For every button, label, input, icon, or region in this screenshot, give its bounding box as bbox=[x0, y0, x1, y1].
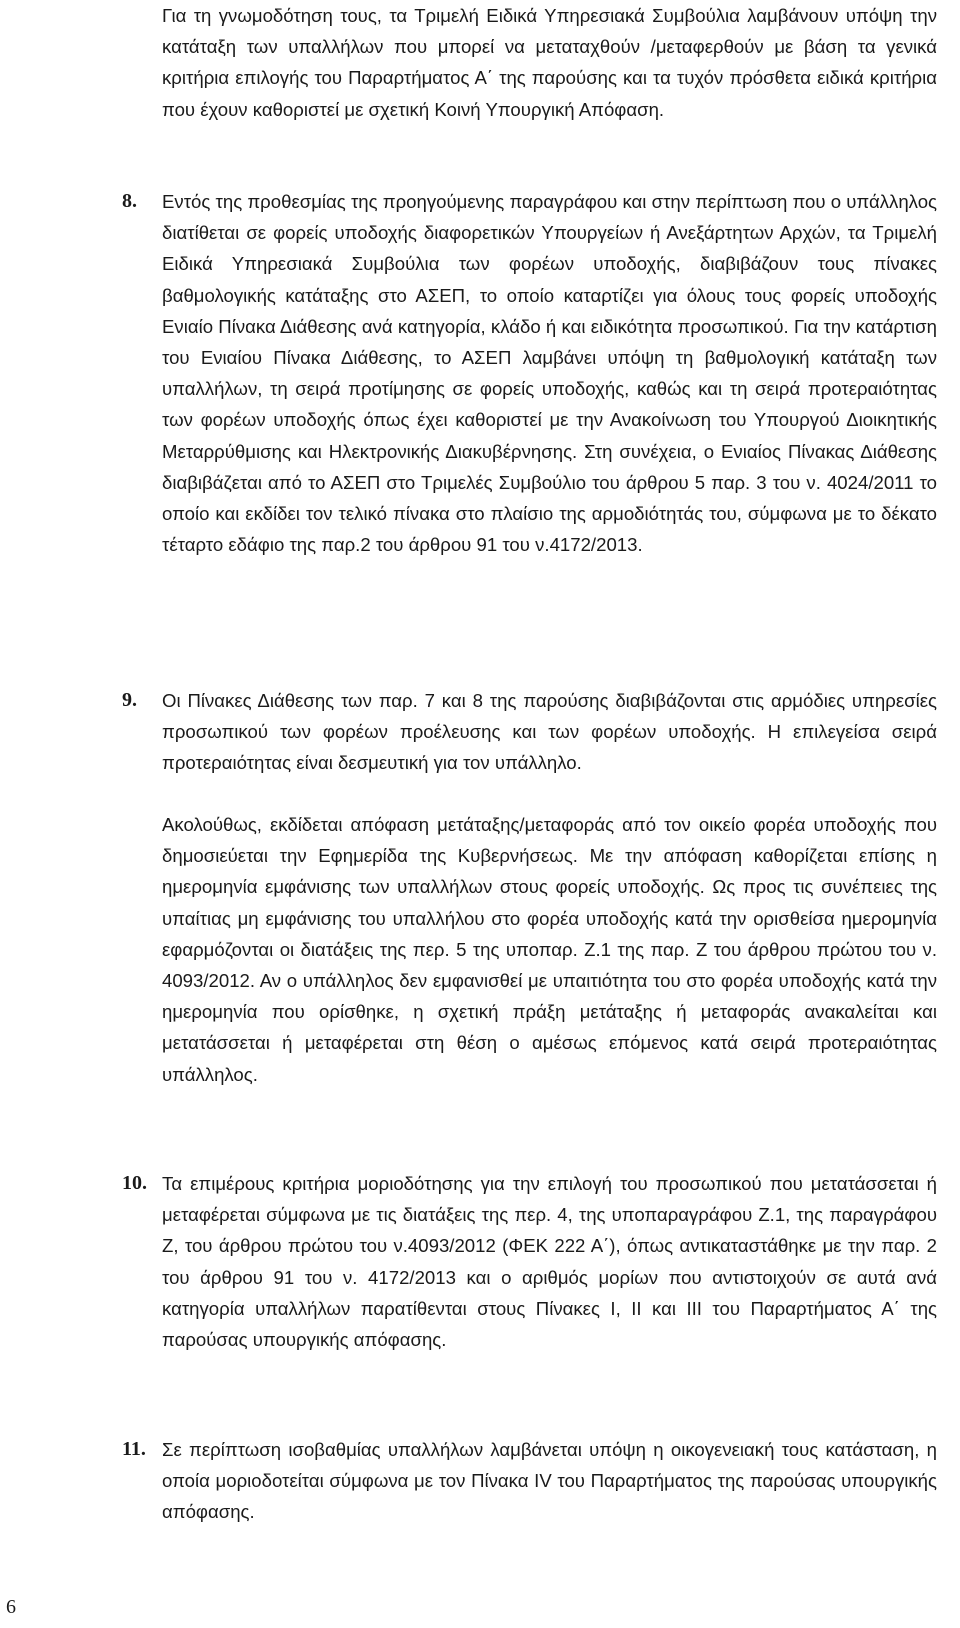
item-11-text: Σε περίπτωση ισοβαθμίας υπαλλήλων λαμβάνεται υπόψη η οικογενειακή τους κατάσταση, η οποία μοριοδοτείται σύμφωνα με τον Πίνακα IV του Παραρτήματος της παρούσας υπουργικής απόφασης. bbox=[162, 1439, 937, 1523]
item-10-number: 10. bbox=[122, 1172, 147, 1194]
item-9-continuation: Ακολούθως, εκδίδεται απόφαση μετάταξης/μεταφοράς από τον οικείο φορέα υποδοχής που δημοσιεύεται την Εφημερίδα της Κυβερνήσεως. Με την απόφαση καθορίζεται επίσης η ημερομηνία εμφάνισης των υπαλλήλων στους φορείς υποδοχής. Ως προς τις συνέπειες της υπαίτιας μη εμφάνισης του υπαλλήλου στο φορέα υποδοχής κατά την ορισθείσα ημερομηνία εφαρμόζονται οι διατάξεις της περ. 5 της υποπαρ. Ζ.1 της παρ. Ζ του άρθρου πρώτου του ν. 4093/2012. Αν ο υπάλληλος δεν εμφανισθεί με υπαιτιότητα του στο φορέα υποδοχής κατά την ημερομηνία που ορίσθηκε, η σχετική πράξη μετάταξης ή μεταφοράς ανακαλείται και μετατάσσεται ή μεταφέρεται στη θέση ο αμέσως επόμενος κατά σειρά προτεραιότητας υπάλληλος. bbox=[162, 814, 937, 1085]
item-11-number: 11. bbox=[122, 1438, 146, 1460]
item-8-text: Εντός της προθεσμίας της προηγούμενης παραγράφου και στην περίπτωση που ο υπάλληλος διατίθεται σε φορείς υποδοχής διαφορετικών Υπουργείων ή Ανεξάρτητων Αρχών, τα Τριμελή Ειδικά Υπηρεσιακά Συμβούλια των φορέων υποδοχής, διαβιβάζουν τους πίνακες βαθμολογικής κατάταξης στο ΑΣΕΠ, το οποίο καταρτίζει για όλους τους φορείς υποδοχής Ενιαίο Πίνακα Διάθεσης ανά κατηγορία, κλάδο ή και ειδικότητα προσωπικού. Για την κατάρτιση του Ενιαίου Πίνακα Διάθεσης, το ΑΣΕΠ λαμβάνει υπόψη τη βαθμολογική κατάταξη των υπαλλήλων, τη σειρά προτίμησης σε φορείς υποδοχής, καθώς και τη σειρά προτεραιότητας των φορέων υποδοχής όπως έχει καθοριστεί με την Ανακοίνωση του Υπουργού Διοικητικής Μεταρρύθμισης και Ηλεκτρονικής Διακυβέρνησης. Στη συνέχεια, ο Ενιαίος Πίνακας Διάθεσης διαβιβάζεται από το ΑΣΕΠ στο Τριμελές Συμβούλιο του άρθρου 5 παρ. 3 του ν. 4024/2011 το οποίο και εκδίδει τον τελικό πίνακα στο πλαίσιο της αρμοδιότητάς του, σύμφωνα με το δέκατο τέταρτο εδάφιο της παρ.2 του άρθρου 91 του ν.4172/2013. bbox=[162, 191, 937, 556]
item-8-number: 8. bbox=[122, 190, 137, 212]
intro-paragraph: Για τη γνωμοδότηση τους, τα Τριμελή Ειδικά Υπηρεσιακά Συμβούλια λαμβάνουν υπόψη την κατάταξη των υπαλλήλων που μπορεί να μεταταχθούν /μεταφερθούν με βάση τα γενικά κριτήρια επιλογής του Παραρτήματος Α΄ της παρούσης και τα τυχόν πρόσθετα ειδικά κριτήρια που έχουν καθοριστεί με σχετική Κοινή Υπουργική Απόφαση. bbox=[162, 5, 937, 120]
item-9-number: 9. bbox=[122, 689, 137, 711]
page-number: 6 bbox=[6, 1596, 16, 1618]
item-10-text: Τα επιμέρους κριτήρια μοριοδότησης για την επιλογή του προσωπικού που μετατάσσεται ή μεταφέρεται σύμφωνα με τις διατάξεις της περ. 4, της υποπαραγράφου Ζ.1, της παραγράφου Ζ, του άρθρου πρώτου του ν.4093/2012 (ΦΕΚ 222 Α΄), όπως αντικαταστάθηκε με την παρ. 2 του άρθρου 91 του ν. 4172/2013 και ο αριθμός μορίων που αντιστοιχούν σε αυτά ανά κατηγορία υπαλλήλων παρατίθενται στους Πίνακες Ι, ΙΙ και ΙΙΙ του Παραρτήματος Α΄ της παρούσας υπουργικής απόφασης. bbox=[162, 1173, 937, 1351]
item-9-text: Οι Πίνακες Διάθεσης των παρ. 7 και 8 της παρούσης διαβιβάζονται στις αρμόδιες υπηρεσίες προσωπικού των φορέων προέλευσης και των φορέων υποδοχής. Η επιλεγείσα σειρά προτεραιότητας είναι δεσμευτική για τον υπάλληλο. bbox=[162, 690, 937, 774]
